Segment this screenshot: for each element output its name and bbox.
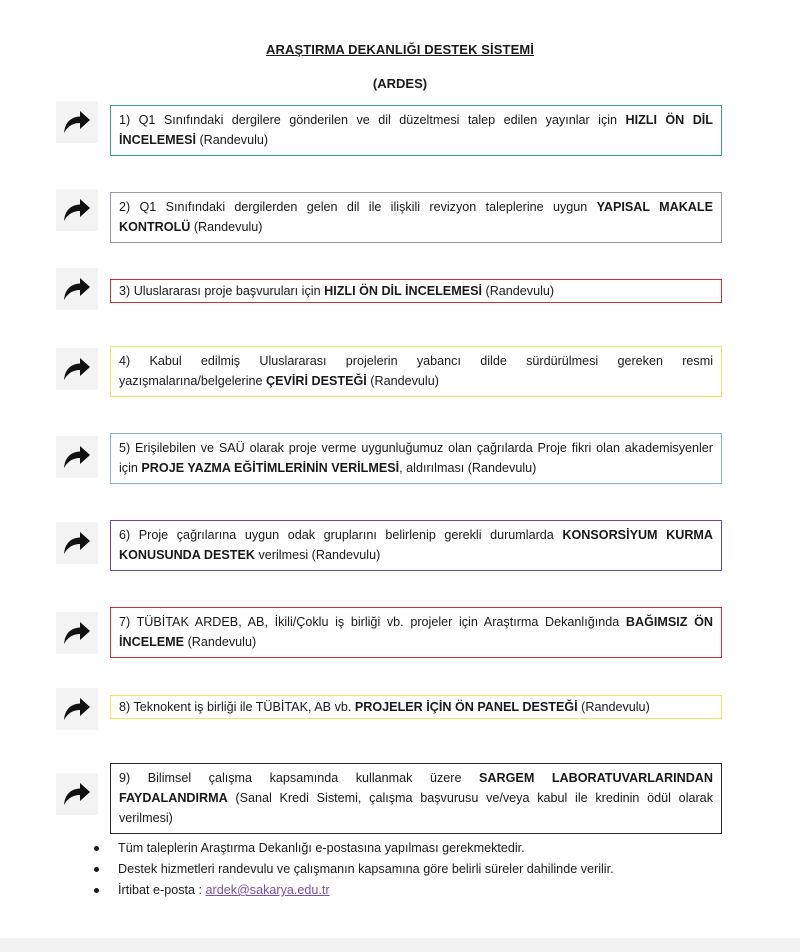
service-note: , aldırılması (Randevulu) — [399, 461, 537, 475]
contact-email-link[interactable]: ardek@sakarya.edu.tr — [205, 883, 330, 897]
service-text: 5) Erişilebilen ve SAÜ olarak proje verme uygunluğumuz olan çağrılarda Proje fikri olan akademisyenler için — [119, 441, 713, 475]
service-box — [110, 433, 722, 484]
service-highlight: KONSORSİYUM KURMA KONUSUNDA DESTEK — [119, 528, 714, 562]
curved-arrow-right-icon — [56, 101, 98, 143]
service-note: (Randevulu) — [184, 635, 257, 649]
curved-arrow-right-icon — [56, 436, 98, 478]
service-text: 9) Bilimsel çalışma kapsamında kullanmak üzere — [119, 771, 480, 785]
note-text: Destek hizmetleri randevulu ve çalışmanın kapsamına göre belirli süreler dahilinde verilir. — [118, 862, 614, 876]
service-box — [110, 346, 722, 397]
service-text: 1) Q1 Sınıfındaki dergilere gönderilen ve dil düzeltmesi talep edilen yayınlar için — [119, 113, 626, 127]
service-text: 4) Kabul edilmiş Uluslararası projelerin yabancı dilde sürdürülmesi gereken resmi yazışmalarına/belgelerine — [119, 354, 713, 388]
note-item — [92, 859, 732, 880]
notes-list — [92, 838, 732, 901]
curved-arrow-right-icon — [56, 522, 98, 564]
page-title — [0, 42, 800, 57]
service-text: 3) Uluslararası proje başvuruları için — [119, 284, 325, 298]
service-note: (Randevulu) — [190, 220, 263, 234]
service-note: (Sanal Kredi Sistemi, çalışma başvurusu ve/veya kabul ile kredinin ödül olarak verilmesi) — [119, 791, 713, 825]
service-highlight: YAPISAL MAKALE KONTROLÜ — [119, 200, 713, 234]
service-highlight: PROJELER İÇİN ÖN PANEL DESTEĞİ — [354, 700, 578, 714]
service-box — [110, 192, 722, 243]
service-note: (Randevulu) — [482, 284, 555, 298]
bullet-icon — [94, 867, 99, 872]
service-box — [110, 695, 722, 719]
curved-arrow-right-icon — [56, 612, 98, 654]
service-highlight: PROJE YAZMA EĞİTİMLERİNİN VERİLMESİ — [141, 461, 400, 475]
service-box — [110, 607, 722, 658]
note-item-contact — [92, 880, 732, 901]
service-text: 8) Teknokent iş birliği ile TÜBİTAK, AB vb. — [119, 700, 355, 714]
service-box — [110, 105, 722, 156]
service-note: (Randevulu) — [577, 700, 650, 714]
service-highlight: ÇEVİRİ DESTEĞİ — [266, 374, 367, 388]
service-highlight: HIZLI ÖN DİL İNCELEMESİ — [119, 113, 713, 147]
service-box — [110, 520, 722, 571]
service-box — [110, 763, 722, 834]
curved-arrow-right-icon — [56, 189, 98, 231]
footer-strip — [0, 938, 800, 952]
bullet-icon — [94, 846, 99, 851]
bullet-icon — [94, 888, 99, 893]
service-highlight: BAĞIMSIZ ÖN İNCELEME — [119, 615, 713, 649]
contact-label: İrtibat e-posta : — [118, 883, 206, 897]
curved-arrow-right-icon — [56, 268, 98, 310]
service-note: (Randevulu) — [195, 133, 269, 147]
curved-arrow-right-icon — [56, 688, 98, 730]
service-note: (Randevulu) — [366, 374, 439, 388]
service-highlight: HIZLI ÖN DİL İNCELEMESİ — [324, 284, 482, 298]
service-note: verilmesi (Randevulu) — [254, 548, 381, 562]
service-text: 6) Proje çağrılarına uygun odak gruplarını belirlenip gerekli durumlarda — [119, 528, 563, 542]
note-text: Tüm taleplerin Araştırma Dekanlığı e-postasına yapılması gerekmektedir. — [118, 841, 525, 855]
curved-arrow-right-icon — [56, 773, 98, 815]
service-box — [110, 279, 722, 303]
note-item — [92, 838, 732, 859]
page-subtitle: (ARDES) — [372, 76, 428, 91]
page-title-text: ARAŞTIRMA DEKANLIĞI DESTEK SİSTEMİ — [266, 42, 534, 57]
curved-arrow-right-icon — [56, 348, 98, 390]
service-highlight: SARGEM LABORATUVARLARINDAN FAYDALANDIRMA — [119, 771, 713, 805]
service-text: 7) TÜBİTAK ARDEB, AB, İkili/Çoklu iş birliği vb. projeler için Araştırma Dekanlığında — [119, 615, 626, 629]
service-text: 2) Q1 Sınıfındaki dergilerden gelen dil ile ilişkili revizyon taleplerine uygun — [119, 200, 597, 214]
